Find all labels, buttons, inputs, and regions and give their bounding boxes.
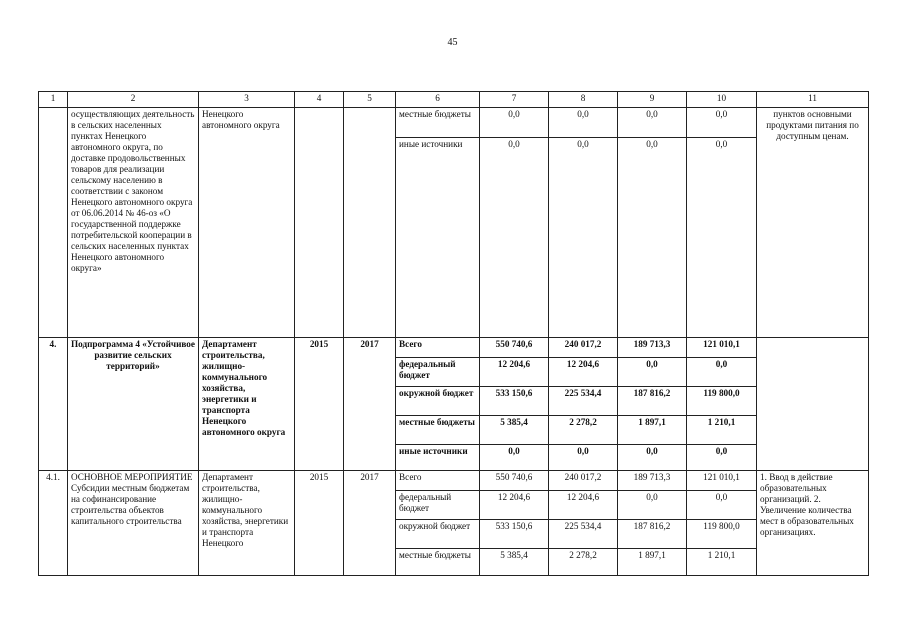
value-cell: 0,0 bbox=[618, 445, 687, 471]
value-cell: 0,0 bbox=[687, 138, 757, 338]
col-header: 11 bbox=[757, 92, 869, 108]
value-cell: 187 816,2 bbox=[618, 387, 687, 416]
col-header: 1 bbox=[39, 92, 68, 108]
value-cell: 1 897,1 bbox=[618, 416, 687, 445]
value-cell: 225 534,4 bbox=[549, 387, 618, 416]
value-cell: 550 740,6 bbox=[480, 338, 549, 358]
value-cell: 0,0 bbox=[687, 358, 757, 387]
value-cell: 189 713,3 bbox=[618, 338, 687, 358]
value-cell: 0,0 bbox=[480, 445, 549, 471]
col-header: 6 bbox=[396, 92, 480, 108]
col-header: 7 bbox=[480, 92, 549, 108]
value-cell: 121 010,1 bbox=[687, 338, 757, 358]
value-cell: 12 204,6 bbox=[549, 491, 618, 520]
end-year-cell: 2017 bbox=[344, 338, 396, 471]
funding-source-cell: федеральный бюджет bbox=[396, 358, 480, 387]
col-header: 10 bbox=[687, 92, 757, 108]
funding-source-cell: иные источники bbox=[396, 445, 480, 471]
value-cell: 225 534,4 bbox=[549, 520, 618, 549]
table-row bbox=[39, 108, 869, 138]
end-year-cell: 2017 bbox=[344, 471, 396, 576]
value-cell: 121 010,1 bbox=[687, 471, 757, 491]
value-cell: 12 204,6 bbox=[480, 491, 549, 520]
value-cell: 189 713,3 bbox=[618, 471, 687, 491]
value-cell: 0,0 bbox=[687, 108, 757, 138]
funding-source-cell: местные бюджеты bbox=[396, 416, 480, 445]
executor-cell: Департамент строительства, жилищно-коммунального хозяйства, энергетики и транспорта Ненецкого автономного округа bbox=[199, 338, 295, 471]
col-header: 9 bbox=[618, 92, 687, 108]
funding-source-cell: местные бюджеты bbox=[396, 549, 480, 576]
col-header: 3 bbox=[199, 92, 295, 108]
value-cell: 1 210,1 bbox=[687, 416, 757, 445]
value-cell: 12 204,6 bbox=[549, 358, 618, 387]
executor-cell: Департамент строительства, жилищно-коммунального хозяйства, энергетики и транспорта Ненецкого bbox=[199, 471, 295, 576]
program-table bbox=[38, 91, 869, 576]
col-header: 8 bbox=[549, 92, 618, 108]
item-number-cell: 4.1. bbox=[39, 471, 68, 576]
value-cell: 2 278,2 bbox=[549, 416, 618, 445]
funding-source-cell: окружной бюджет bbox=[396, 387, 480, 416]
value-cell: 1 897,1 bbox=[618, 549, 687, 576]
value-cell: 5 385,4 bbox=[480, 549, 549, 576]
value-cell: 0,0 bbox=[549, 445, 618, 471]
funding-source-cell: Всего bbox=[396, 471, 480, 491]
funding-source-cell: Всего bbox=[396, 338, 480, 358]
end-year-cell bbox=[344, 108, 396, 338]
item-number-cell: 4. bbox=[39, 338, 68, 471]
value-cell: 119 800,0 bbox=[687, 387, 757, 416]
start-year-cell bbox=[295, 108, 344, 338]
value-cell: 2 278,2 bbox=[549, 549, 618, 576]
col-header: 4 bbox=[295, 92, 344, 108]
value-cell: 187 816,2 bbox=[618, 520, 687, 549]
start-year-cell: 2015 bbox=[295, 338, 344, 471]
activity-description: Субсидии местным бюджетам на софинансирование строительства объектов капитального строительства bbox=[71, 483, 190, 526]
executor-cell: Ненецкого автономного округа bbox=[199, 108, 295, 338]
item-name-cell bbox=[68, 471, 199, 576]
item-number-cell bbox=[39, 108, 68, 338]
start-year-cell: 2015 bbox=[295, 471, 344, 576]
funding-source-cell: окружной бюджет bbox=[396, 520, 480, 549]
value-cell: 0,0 bbox=[618, 138, 687, 338]
col-header: 2 bbox=[68, 92, 199, 108]
value-cell: 533 150,6 bbox=[480, 520, 549, 549]
item-name-cell: Подпрограмма 4 «Устойчивое развитие сельских территорий» bbox=[68, 338, 199, 471]
table-row bbox=[39, 338, 869, 358]
activity-title: ОСНОВНОЕ МЕРОПРИЯТИЕ bbox=[71, 472, 193, 482]
value-cell: 240 017,2 bbox=[549, 338, 618, 358]
funding-source-cell: иные источники bbox=[396, 138, 480, 338]
value-cell: 119 800,0 bbox=[687, 520, 757, 549]
value-cell: 0,0 bbox=[480, 108, 549, 138]
table-row bbox=[39, 471, 869, 491]
value-cell: 0,0 bbox=[549, 138, 618, 338]
value-cell: 5 385,4 bbox=[480, 416, 549, 445]
result-cell: пунктов основными продуктами питания по доступным ценам. bbox=[757, 108, 869, 338]
value-cell: 0,0 bbox=[618, 358, 687, 387]
funding-source-cell: федеральный бюджет bbox=[396, 491, 480, 520]
value-cell: 12 204,6 bbox=[480, 358, 549, 387]
value-cell: 0,0 bbox=[549, 108, 618, 138]
value-cell: 533 150,6 bbox=[480, 387, 549, 416]
result-cell: 1. Ввод в действие образовательных организаций. 2. Увеличение количества мест в образовательных организациях. bbox=[757, 471, 869, 576]
result-cell bbox=[757, 338, 869, 471]
page-number: 45 bbox=[447, 37, 458, 48]
funding-source-cell: местные бюджеты bbox=[396, 108, 480, 138]
value-cell: 1 210,1 bbox=[687, 549, 757, 576]
value-cell: 0,0 bbox=[618, 491, 687, 520]
value-cell: 0,0 bbox=[687, 445, 757, 471]
value-cell: 240 017,2 bbox=[549, 471, 618, 491]
value-cell: 550 740,6 bbox=[480, 471, 549, 491]
value-cell: 0,0 bbox=[618, 108, 687, 138]
value-cell: 0,0 bbox=[480, 138, 549, 338]
col-header: 5 bbox=[344, 92, 396, 108]
column-number-row bbox=[39, 92, 869, 108]
item-name-cell: осуществляющих деятельность в сельских населенных пунктах Ненецкого автономного округа, по доставке продовольственных товаров для реализации сельскому населению в соответствии с законом Ненецкого автономного округа от 06.06.2014 № 46-оз «О государственной поддержке потребительской кооперации в сельских населенных пунктах Ненецкого автономного округа» bbox=[68, 108, 199, 338]
value-cell: 0,0 bbox=[687, 491, 757, 520]
